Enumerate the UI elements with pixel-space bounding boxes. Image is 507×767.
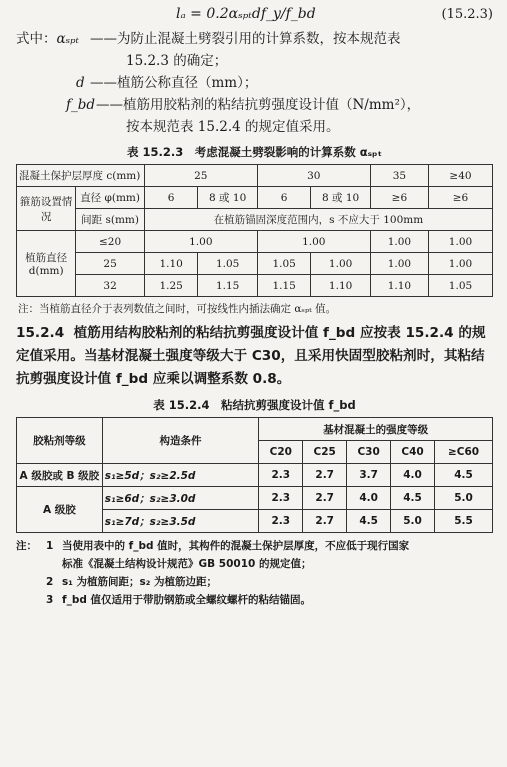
glue-grade-header: 胶粘剂等级 (17, 418, 103, 464)
coefficient-cell: 1.00 (370, 253, 428, 275)
clause-15-2-4 (16, 322, 493, 391)
grade-header-cell: C25 (303, 441, 347, 464)
strength-cell: 4.0 (391, 464, 435, 487)
strength-cell: 4.5 (391, 487, 435, 510)
bar-diameter-cell: 32 (76, 275, 144, 297)
definitions-lead: 式中： (16, 31, 57, 47)
symbol-definitions (16, 28, 493, 138)
note-text: 当使用表中的 f_bd 值时，其构件的混凝土保护层厚度，不应低于现行国家 (62, 540, 410, 552)
strength-cell: 3.7 (347, 464, 391, 487)
splitting-coefficient-table (16, 164, 493, 297)
diameter-value-cell: 8 或 10 (198, 187, 257, 209)
strength-cell: 4.5 (347, 510, 391, 533)
coefficient-cell: 1.05 (198, 253, 257, 275)
alpha-definition: ——为防止混凝土劈裂引用的计算系数，按本规范表 (90, 31, 401, 47)
grade-header-cell: C40 (391, 441, 435, 464)
glue-grade-cell: A 级胶 (17, 487, 103, 533)
table-row (17, 487, 493, 510)
anchorage-formula: lₐ = 0.2αₛₚₜdf_y/f_bd (176, 6, 316, 22)
coefficient-cell: 1.15 (257, 275, 311, 297)
cover-label-cell: 混凝土保护层厚度 c(mm) (17, 165, 145, 187)
definition-d (16, 72, 493, 94)
coefficient-cell: 1.00 (429, 231, 493, 253)
notes-lead: 注： (16, 540, 37, 552)
alpha-symbol: αₛₚₜ (56, 31, 79, 47)
table2-caption: 表 15.2.4 粘结抗剪强度设计值 f_bd (153, 398, 356, 412)
bar-diameter-cell: 25 (76, 253, 144, 275)
table-row (17, 275, 493, 297)
strength-cell: 2.7 (303, 510, 347, 533)
stirrup-label-cell: 箍筋设置情况 (17, 187, 76, 231)
coefficient-cell: 1.00 (311, 253, 370, 275)
strength-cell: 5.5 (435, 510, 493, 533)
diameter-label-cell: 直径 φ(mm) (76, 187, 144, 209)
coefficient-cell: 1.05 (257, 253, 311, 275)
cover-value-cell: 25 (144, 165, 257, 187)
condition-header: 构造条件 (102, 418, 259, 464)
fbd-symbol: f_bd (66, 97, 96, 113)
table-row (17, 464, 493, 487)
coefficient-cell: 1.10 (370, 275, 428, 297)
definition-alpha (16, 28, 493, 50)
note-text: s₁ 为植筋间距；s₂ 为植筋边距； (62, 576, 218, 588)
table-row (17, 253, 493, 275)
diameter-value-cell: ≥6 (370, 187, 428, 209)
bond-strength-table (16, 417, 493, 533)
grade-header-cell: C30 (347, 441, 391, 464)
strength-cell: 5.0 (391, 510, 435, 533)
coefficient-cell: 1.00 (257, 231, 370, 253)
coefficient-cell: 1.05 (429, 275, 493, 297)
strength-cell: 2.3 (259, 464, 303, 487)
note-number: 2 (46, 576, 54, 588)
diameter-value-cell: 6 (257, 187, 311, 209)
note-text: f_bd 值仅适用于带肋钢筋或全螺纹螺杆的粘结锚固。 (62, 594, 312, 606)
equation-number: (15.2.3) (441, 7, 493, 22)
note-item (16, 537, 493, 555)
fbd-definition-cont: 按本规范表 15.2.4 的规定值采用。 (126, 119, 340, 135)
condition-cell: s₁≥6d；s₂≥3.0d (102, 487, 259, 510)
d-symbol: d (76, 75, 85, 91)
coefficient-cell: 1.15 (198, 275, 257, 297)
spacing-label-cell: 间距 s(mm) (76, 209, 144, 231)
condition-cell: s₁≥5d；s₂≥2.5d (102, 464, 259, 487)
cover-value-cell: ≥40 (429, 165, 493, 187)
spacing-value-cell: 在植筋锚固深度范围内，s 不应大于 100mm (144, 209, 492, 231)
table2-notes (16, 537, 493, 609)
strength-cell: 2.3 (259, 510, 303, 533)
note-number: 1 (46, 540, 54, 552)
strength-cell: 2.7 (303, 464, 347, 487)
table-row (17, 418, 493, 441)
strength-cell: 5.0 (435, 487, 493, 510)
alpha-definition-cont: 15.2.3 的确定； (126, 53, 228, 69)
note-number: 3 (46, 594, 54, 606)
note-item (16, 591, 493, 609)
table1-caption: 表 15.2.3 考虑混凝土劈裂影响的计算系数 αₛₚₜ (127, 145, 382, 159)
clause-text: 植筋用结构胶粘剂的粘结抗剪强度设计值 f_bd 应按表 15.2.4 的规定值采用。当基材混凝土强度等级大于 C30，且采用快固型胶粘剂时，其粘结抗剪强度设计值 f_bd 应乘以调整系数 0.8。 (16, 325, 486, 387)
table-row (17, 187, 493, 209)
table-row (17, 231, 493, 253)
coefficient-cell: 1.00 (370, 231, 428, 253)
coefficient-cell: 1.25 (144, 275, 198, 297)
glue-grade-cell: A 级胶或 B 级胶 (17, 464, 103, 487)
grade-header-cell: ≥C60 (435, 441, 493, 464)
strength-cell: 2.7 (303, 487, 347, 510)
formula-line (16, 6, 493, 26)
cover-value-cell: 30 (257, 165, 370, 187)
note-item (16, 573, 493, 591)
bar-diameter-cell: ≤20 (76, 231, 144, 253)
table-row (17, 209, 493, 231)
table-row (17, 165, 493, 187)
diameter-value-cell: ≥6 (429, 187, 493, 209)
clause-number: 15.2.4 (16, 325, 65, 341)
strength-cell: 4.5 (435, 464, 493, 487)
d-definition: ——植筋公称直径（mm）； (90, 75, 258, 91)
coefficient-cell: 1.10 (311, 275, 370, 297)
fbd-definition: ——植筋用胶粘剂的粘结抗剪强度设计值（N/mm²）， (96, 97, 421, 113)
table1-note: 注：当植筋直径介于表列数值之间时，可按线性内插法确定 αₛₚₜ 值。 (18, 303, 337, 315)
cover-value-cell: 35 (370, 165, 428, 187)
bar-diameter-label-cell: 植筋直径 d(mm) (17, 231, 76, 297)
concrete-grade-header: 基材混凝土的强度等级 (259, 418, 493, 441)
definition-fbd (16, 94, 493, 116)
diameter-value-cell: 8 或 10 (311, 187, 370, 209)
grade-header-cell: C20 (259, 441, 303, 464)
strength-cell: 4.0 (347, 487, 391, 510)
diameter-value-cell: 6 (144, 187, 198, 209)
strength-cell: 2.3 (259, 487, 303, 510)
coefficient-cell: 1.10 (144, 253, 198, 275)
coefficient-cell: 1.00 (144, 231, 257, 253)
coefficient-cell: 1.00 (429, 253, 493, 275)
note-text-cont: 标准《混凝土结构设计规范》GB 50010 的规定值； (62, 558, 312, 570)
condition-cell: s₁≥7d；s₂≥3.5d (102, 510, 259, 533)
